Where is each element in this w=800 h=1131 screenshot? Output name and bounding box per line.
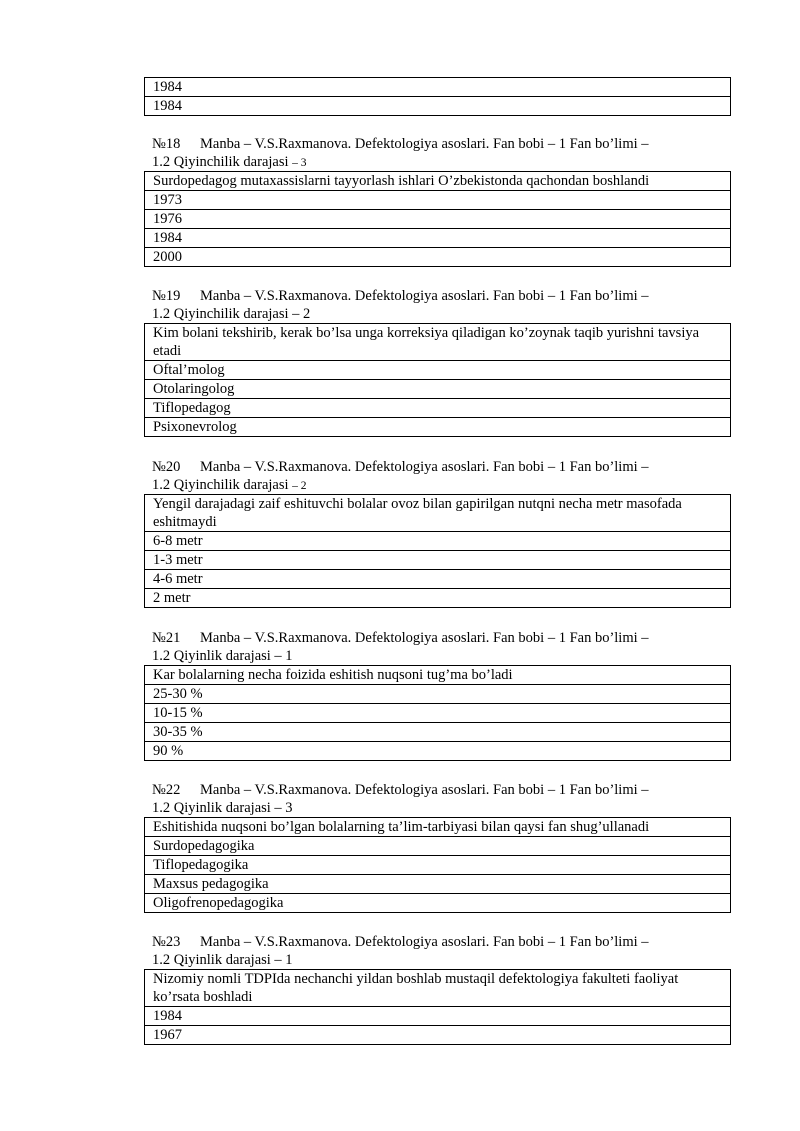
table-row — [145, 685, 731, 704]
table-row — [145, 78, 731, 97]
question-text: Eshitishida nuqsoni bo’lgan bolalarning ta’lim-tarbiyasi bilan qaysi fan shug’ullanadi — [145, 818, 731, 837]
difficulty-label: 1.2 Qiyinlik darajasi — [152, 648, 271, 664]
table-row — [145, 495, 731, 532]
question-number: №18 — [152, 136, 181, 152]
option-cell: 1984 — [145, 1007, 731, 1026]
option-cell: 30-35 % — [145, 723, 731, 742]
difficulty-label: 1.2 Qiyinlik darajasi — [152, 952, 271, 968]
table-row — [145, 361, 731, 380]
question-table-22 — [144, 817, 731, 913]
table-row — [145, 589, 731, 608]
question-text: Nizomiy nomli TDPIda nechanchi yildan boshlab mustaqil defektologiya fakulteti faoliyat ko’rsata boshladi — [145, 970, 731, 1007]
table-row — [145, 742, 731, 761]
question-header-20 — [152, 458, 732, 495]
difficulty-line — [152, 153, 732, 172]
table-row — [145, 837, 731, 856]
difficulty-line — [152, 647, 732, 665]
question-number: №22 — [152, 782, 181, 798]
option-cell: Surdopedagogika — [145, 837, 731, 856]
difficulty-label: 1.2 Qiyinlik darajasi — [152, 800, 271, 816]
table-row — [145, 551, 731, 570]
question-text: Surdopedagog mutaxassislarni tayyorlash ishlari O’zbekistonda qachondan boshlandi — [145, 172, 731, 191]
table-row — [145, 172, 731, 191]
question-source: Manba – V.S.Raxmanova. Defektologiya asoslari. Fan bobi – 1 Fan bo’limi – — [200, 288, 649, 304]
question-text: Kim bolani tekshirib, kerak bo’lsa unga korreksiya qiladigan ko’zoynak taqib yurishni tavsiya etadi — [145, 324, 731, 361]
difficulty-value: – 2 — [292, 306, 311, 322]
option-cell: 1973 — [145, 191, 731, 210]
table-row — [145, 191, 731, 210]
question-header-22 — [152, 781, 732, 817]
table-row — [145, 97, 731, 116]
table-row — [145, 399, 731, 418]
option-cell: Maxsus pedagogika — [145, 875, 731, 894]
option-cell: 1976 — [145, 210, 731, 229]
table-row — [145, 229, 731, 248]
table-row — [145, 532, 731, 551]
question-number: №20 — [152, 459, 181, 475]
difficulty-label: 1.2 Qiyinchilik darajasi — [152, 306, 289, 322]
option-cell: Tiflopedagogika — [145, 856, 731, 875]
table-row — [145, 210, 731, 229]
question-header-23 — [152, 933, 732, 969]
question-table-21 — [144, 665, 731, 761]
table-row — [145, 875, 731, 894]
question-source: Manba – V.S.Raxmanova. Defektologiya asoslari. Fan bobi – 1 Fan bo’limi – — [200, 136, 649, 152]
question-number: №21 — [152, 630, 181, 646]
difficulty-line — [152, 476, 732, 495]
continuation-table — [144, 77, 731, 116]
difficulty-value: – 3 — [292, 157, 307, 169]
difficulty-label: 1.2 Qiyinchilik darajasi — [152, 477, 289, 493]
difficulty-line — [152, 799, 732, 817]
question-header-19 — [152, 287, 732, 323]
table-row — [145, 894, 731, 913]
table-row — [145, 723, 731, 742]
table-row — [145, 970, 731, 1007]
difficulty-value: – 2 — [292, 480, 307, 492]
question-number: №23 — [152, 934, 181, 950]
table-row — [145, 818, 731, 837]
option-cell: 90 % — [145, 742, 731, 761]
question-table-23 — [144, 969, 731, 1045]
difficulty-value: – 1 — [274, 952, 293, 968]
question-number: №19 — [152, 288, 181, 304]
table-row — [145, 324, 731, 361]
question-table-20 — [144, 494, 731, 608]
option-cell: 1967 — [145, 1026, 731, 1045]
question-header-18 — [152, 135, 732, 172]
option-cell: 1-3 metr — [145, 551, 731, 570]
table-row — [145, 704, 731, 723]
question-source: Manba – V.S.Raxmanova. Defektologiya asoslari. Fan bobi – 1 Fan bo’limi – — [200, 459, 649, 475]
question-text: Kar bolalarning necha foizida eshitish nuqsoni tug’ma bo’ladi — [145, 666, 731, 685]
difficulty-value: – 3 — [274, 800, 293, 816]
option-cell: Otolaringolog — [145, 380, 731, 399]
question-source: Manba – V.S.Raxmanova. Defektologiya asoslari. Fan bobi – 1 Fan bo’limi – — [200, 630, 649, 646]
option-cell: Psixonevrolog — [145, 418, 731, 437]
question-header-21 — [152, 629, 732, 665]
option-cell: 2000 — [145, 248, 731, 267]
table-row — [145, 1007, 731, 1026]
difficulty-line — [152, 951, 732, 969]
option-cell: Oftal’molog — [145, 361, 731, 380]
question-table-18 — [144, 171, 731, 267]
table-row — [145, 418, 731, 437]
difficulty-value: – 1 — [274, 648, 293, 664]
option-cell: 1984 — [145, 78, 731, 97]
option-cell: 25-30 % — [145, 685, 731, 704]
difficulty-line — [152, 305, 732, 323]
table-row — [145, 380, 731, 399]
table-row — [145, 248, 731, 267]
option-cell: Oligofrenopedagogika — [145, 894, 731, 913]
question-source: Manba – V.S.Raxmanova. Defektologiya asoslari. Fan bobi – 1 Fan bo’limi – — [200, 934, 649, 950]
difficulty-label: 1.2 Qiyinchilik darajasi — [152, 154, 289, 170]
option-cell: 2 metr — [145, 589, 731, 608]
table-row — [145, 570, 731, 589]
option-cell: 10-15 % — [145, 704, 731, 723]
table-row — [145, 1026, 731, 1045]
option-cell: 6-8 metr — [145, 532, 731, 551]
table-row — [145, 856, 731, 875]
question-table-19 — [144, 323, 731, 437]
option-cell: Tiflopedagog — [145, 399, 731, 418]
question-source: Manba – V.S.Raxmanova. Defektologiya asoslari. Fan bobi – 1 Fan bo’limi – — [200, 782, 649, 798]
table-row — [145, 666, 731, 685]
option-cell: 1984 — [145, 97, 731, 116]
option-cell: 4-6 metr — [145, 570, 731, 589]
option-cell: 1984 — [145, 229, 731, 248]
question-text: Yengil darajadagi zaif eshituvchi bolalar ovoz bilan gapirilgan nutqni necha metr masofada eshitmaydi — [145, 495, 731, 532]
